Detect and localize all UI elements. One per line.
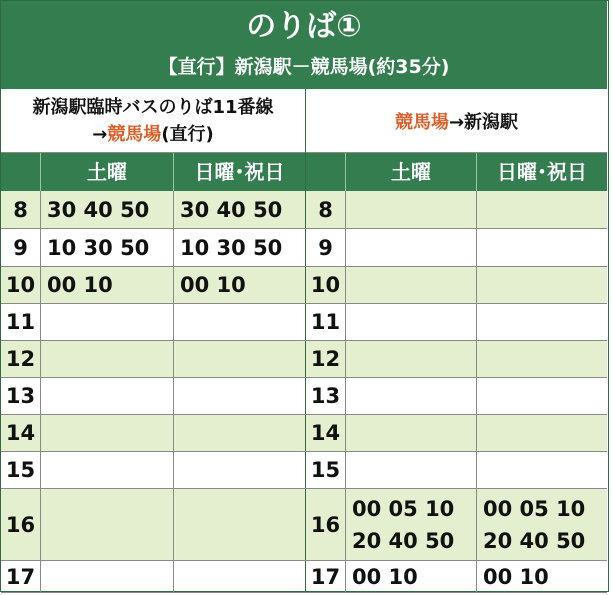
- route-subtitle: 【直行】新潟駅－競馬場(約35分): [158, 56, 450, 78]
- hour-cell-right: 12: [306, 341, 346, 377]
- left-saturday-times: 10 30 50: [41, 229, 174, 266]
- table-row: [1, 341, 607, 378]
- right-sunday-times: [477, 229, 607, 266]
- left-sunday-times: 30 40 50: [174, 191, 306, 228]
- table-row: [1, 489, 607, 561]
- page-title: のりば①: [246, 9, 362, 44]
- direction-header-right: [306, 89, 607, 153]
- left-sunday-times: [174, 378, 306, 414]
- right-sunday-times: [477, 452, 607, 488]
- hour-cell-right: 14: [306, 415, 346, 451]
- left-saturday-times: [41, 489, 174, 560]
- hour-cell-left: 11: [1, 304, 41, 340]
- left-sunday-times: [174, 561, 306, 592]
- left-sunday-times: [174, 415, 306, 451]
- arrow-glyph: →: [92, 123, 108, 145]
- hour-cell-left: 13: [1, 378, 41, 414]
- hour-cell-left: 17: [1, 561, 41, 592]
- right-sunday-times: [477, 191, 607, 228]
- left-sunday-times: [174, 304, 306, 340]
- right-sunday-times: [477, 341, 607, 377]
- table-row: [1, 191, 607, 229]
- table-row: [1, 452, 607, 489]
- right-saturday-times: [346, 191, 477, 228]
- header-saturday-left: 土曜: [41, 153, 174, 191]
- right-saturday-times: [346, 452, 477, 488]
- left-saturday-times: [41, 378, 174, 414]
- table-row: [1, 304, 607, 341]
- right-direction-rest: →新潟駅: [448, 111, 519, 133]
- right-saturday-times: [346, 378, 477, 414]
- table-row: [1, 267, 607, 304]
- right-sunday-times: 00 05 10 20 40 50: [483, 496, 586, 553]
- left-sunday-times: 00 10: [174, 267, 306, 303]
- right-sunday-times: [477, 267, 607, 303]
- column-header-row: [1, 153, 607, 191]
- hour-cell-right: 16: [306, 489, 346, 560]
- right-sunday-times: [477, 304, 607, 340]
- left-saturday-times: [41, 341, 174, 377]
- left-sunday-times: [174, 452, 306, 488]
- table-row: [1, 378, 607, 415]
- right-saturday-times: [346, 341, 477, 377]
- right-saturday-times: [346, 304, 477, 340]
- hour-cell-right: 8: [306, 191, 346, 228]
- left-direction-line1: 新潟駅臨時バスのりば11番線: [32, 96, 274, 118]
- left-saturday-times: 00 10: [41, 267, 174, 303]
- header-hour-left: [1, 153, 41, 191]
- header-sunday-right: 日曜･祝日: [497, 160, 587, 184]
- direction-header-left: [1, 89, 306, 153]
- header-sunday-left: 日曜･祝日: [174, 153, 306, 191]
- left-saturday-times: [41, 452, 174, 488]
- right-origin: 競馬場: [394, 111, 449, 133]
- hour-cell-right: 11: [306, 304, 346, 340]
- hour-cell-left: 9: [1, 229, 41, 266]
- table-row: [1, 229, 607, 267]
- hour-cell-left: 12: [1, 341, 41, 377]
- right-direction-line: [395, 108, 518, 134]
- left-saturday-times: [41, 304, 174, 340]
- hour-cell-right: 15: [306, 452, 346, 488]
- hour-cell-right: 17: [306, 561, 346, 592]
- left-sunday-times: 10 30 50: [174, 229, 306, 266]
- left-saturday-times: 30 40 50: [41, 191, 174, 228]
- hour-cell-left: 14: [1, 415, 41, 451]
- left-direction-suffix: (直行): [161, 123, 214, 145]
- right-sunday-times: 00 10: [483, 564, 549, 589]
- table-row: [1, 415, 607, 452]
- hour-cell-left: 15: [1, 452, 41, 488]
- title-bar: [1, 1, 607, 89]
- hour-cell-right: 13: [306, 378, 346, 414]
- header-saturday-right: 土曜: [346, 153, 477, 191]
- hour-cell-left: 8: [1, 191, 41, 228]
- hour-cell-left: 10: [1, 267, 41, 303]
- left-saturday-times: [41, 415, 174, 451]
- right-saturday-times: 00 05 10 20 40 50: [346, 489, 477, 560]
- right-sunday-times: [477, 415, 607, 451]
- right-saturday-times: [346, 415, 477, 451]
- table-row: [1, 561, 607, 593]
- left-sunday-times: [174, 489, 306, 560]
- left-sunday-times: [174, 341, 306, 377]
- hour-cell-right: 9: [306, 229, 346, 266]
- left-direction-line2: [92, 121, 214, 148]
- right-saturday-times: 00 10: [346, 561, 477, 592]
- left-destination: 競馬場: [107, 123, 162, 145]
- right-saturday-times: [346, 229, 477, 266]
- right-sunday-times: [477, 378, 607, 414]
- hour-cell-left: 16: [1, 489, 41, 560]
- left-saturday-times: [41, 561, 174, 592]
- right-saturday-times: [346, 267, 477, 303]
- header-hour-right: [306, 153, 346, 191]
- hour-cell-right: 10: [306, 267, 346, 303]
